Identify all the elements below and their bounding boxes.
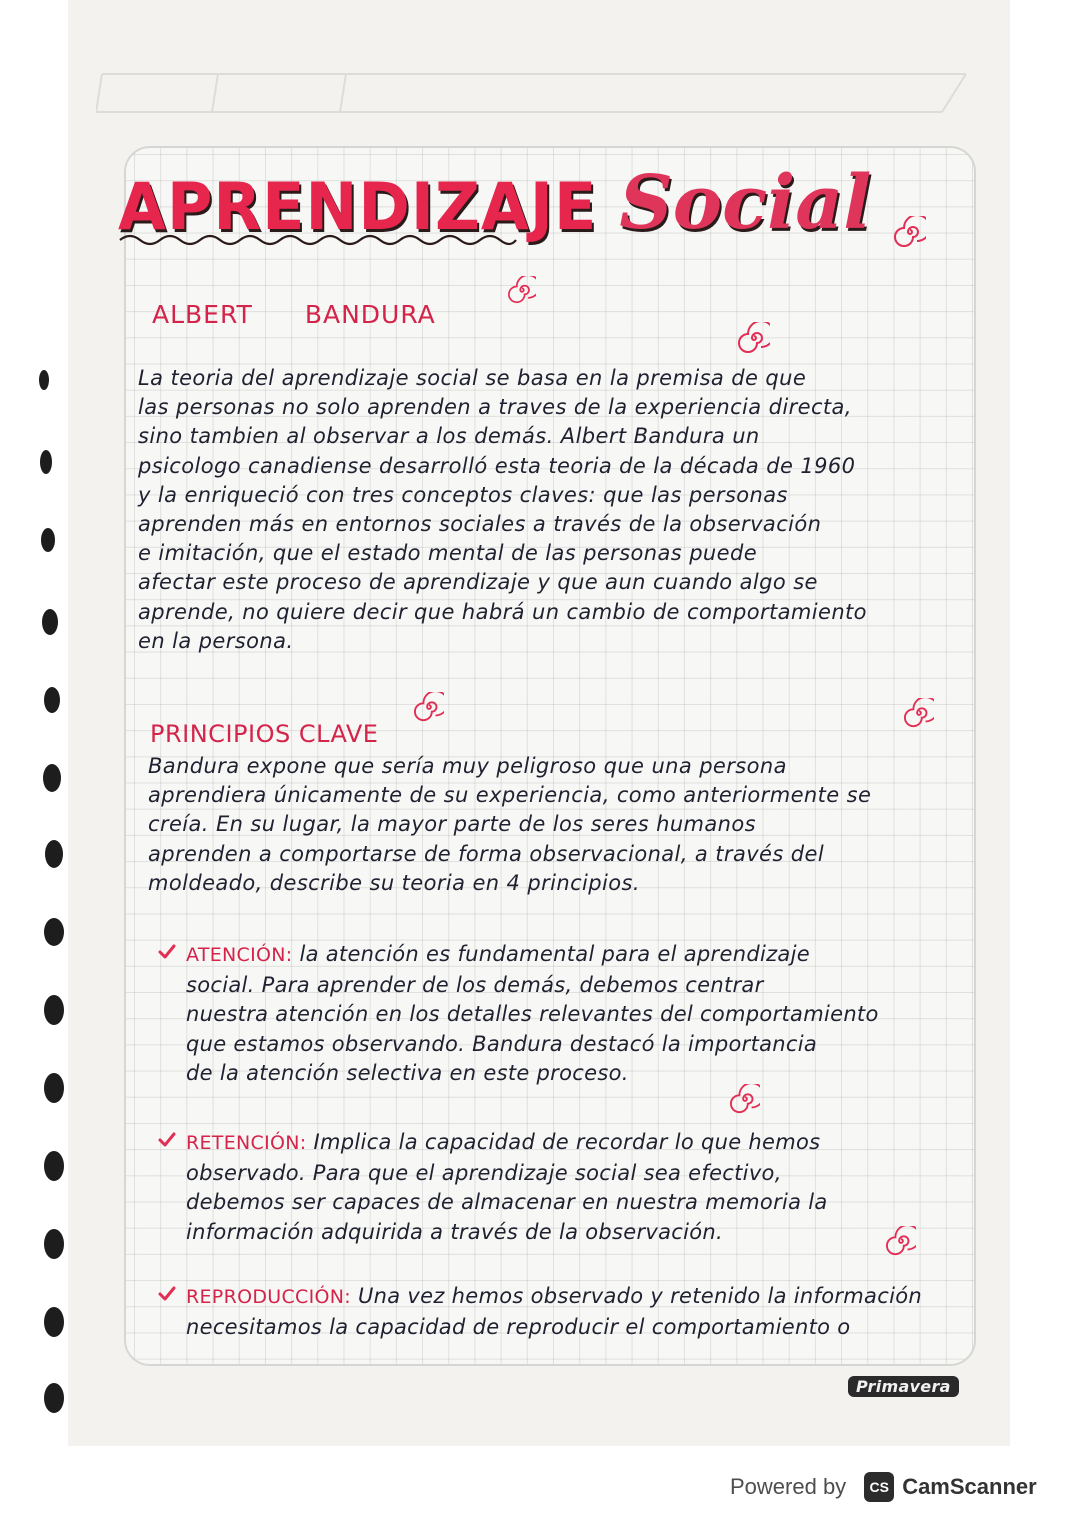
text-line: y la enriqueció con tres conceptos claves: que las personas (138, 482, 788, 507)
section-heading-principios: PRINCIPIOS CLAVE (150, 720, 379, 748)
text-line: Bandura expone que sería muy peligroso que una persona (148, 754, 787, 778)
author-name (152, 300, 436, 329)
text-line: e imitación, que el estado mental de las personas puede (138, 541, 758, 566)
text-line: social. Para aprender de los demás, debemos centrar (186, 972, 764, 997)
principle-retencion (158, 1128, 968, 1247)
spiral-doodle-icon (894, 216, 926, 248)
text-line: aprenden más en entornos sociales a través de la observación (138, 512, 822, 537)
text-line: las personas no solo aprenden a traves de la experiencia directa, (138, 395, 852, 420)
text-line: información adquirida a través de la observación. (186, 1219, 724, 1244)
principle-label: RETENCIÓN: (186, 1132, 307, 1154)
intro-paragraph (138, 364, 963, 656)
principle-label: ATENCIÓN: (186, 944, 293, 966)
camscanner-watermark (730, 1472, 1037, 1502)
text-line: observado. Para que el aprendizaje social sea efectivo, (186, 1160, 782, 1185)
principle-label: REPRODUCCIÓN: (186, 1286, 351, 1308)
author-first-name: ALBERT (152, 300, 253, 329)
text-line-rest: la atención es fundamental para el aprendizaje (299, 942, 810, 966)
checkmark-icon (158, 1132, 176, 1148)
principle-reproduccion (158, 1282, 968, 1342)
text-line (186, 1282, 968, 1313)
camscanner-icon: CS (864, 1472, 894, 1502)
text-line: nuestra atención en los detalles relevantes del comportamiento (186, 1002, 879, 1026)
title-word-aprendizaje: APRENDIZAJE (118, 168, 598, 245)
text-line: psicologo canadiense desarrolló esta teoria de la década de 1960 (138, 453, 856, 478)
text-line: moldeado, describe su teoria en 4 principios. (148, 870, 640, 895)
text-line (186, 1128, 968, 1159)
spiral-doodle-icon (414, 692, 444, 722)
text-line: en la persona. (138, 628, 294, 653)
checkmark-icon (158, 944, 176, 960)
text-line-rest: Implica la capacidad de recordar lo que hemos (313, 1130, 821, 1154)
text-line: que estamos observando. Bandura destacó la importancia (186, 1031, 818, 1056)
spiral-doodle-icon (730, 1084, 760, 1114)
camscanner-name: CamScanner (902, 1474, 1037, 1499)
principle-atencion (158, 940, 968, 1089)
text-line: afectar este proceso de aprendizaje y que aun cuando algo se (138, 570, 818, 595)
text-line: sino tambien al observar a los demás. Albert Bandura un (138, 424, 760, 449)
text-line: aprenden a comportarse de forma observacional, a través del (148, 841, 825, 866)
author-last-name: BANDURA (304, 300, 436, 329)
text-line-rest: Una vez hemos observado y retenido la información (357, 1284, 922, 1308)
powered-by-text: Powered by (730, 1474, 847, 1499)
text-line: aprendiera únicamente de su experiencia, como anteriormente se (148, 783, 872, 808)
text-line (186, 940, 968, 971)
text-line: creía. En su lugar, la mayor parte de los seres humanos (148, 812, 756, 837)
text-line: aprende, no quiere decir que habrá un cambio de comportamiento (138, 599, 867, 624)
notebook-brand-logo: Primavera (848, 1376, 959, 1397)
text-line: La teoria del aprendizaje social se basa en la premisa de que (138, 366, 807, 390)
header-boxes (96, 72, 968, 114)
title-underline (118, 232, 518, 248)
spiral-doodle-icon (738, 322, 770, 354)
text-line: necesitamos la capacidad de reproducir el comportamiento o (186, 1314, 851, 1339)
principles-paragraph (148, 752, 973, 898)
text-line: de la atención selectiva en este proceso. (186, 1061, 629, 1085)
spiral-doodle-icon (508, 276, 536, 304)
title-word-social: Social (619, 160, 872, 246)
text-line: debemos ser capaces de almacenar en nuestra memoria la (186, 1190, 828, 1214)
spiral-binding (30, 360, 68, 1420)
spiral-doodle-icon (904, 698, 934, 728)
checkmark-icon (158, 1286, 176, 1302)
